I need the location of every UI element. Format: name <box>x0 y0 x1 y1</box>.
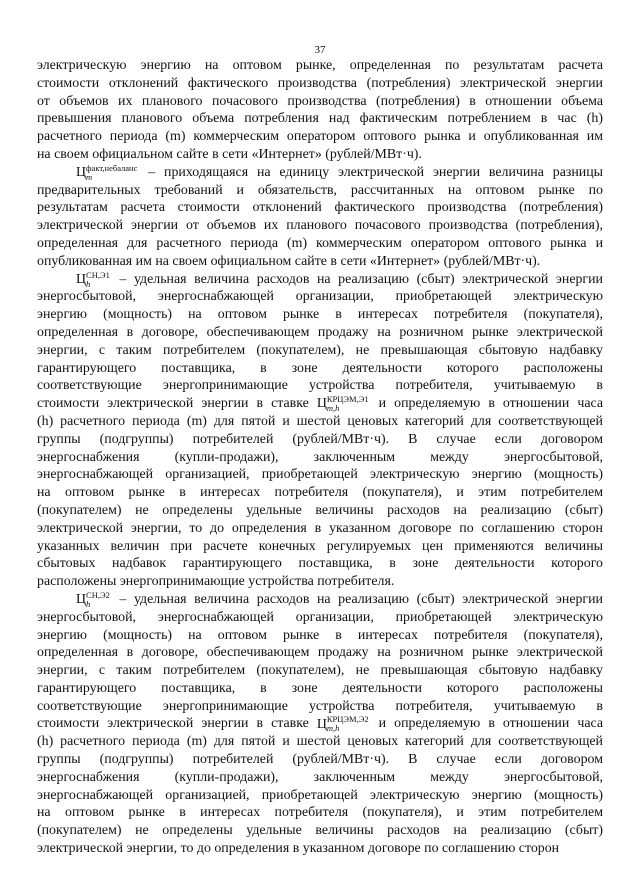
text-line: на своем официальном сайте в сети «Интернет» (рублей/МВт·ч). <box>37 146 422 162</box>
text-line: электрическую энергию на оптовом рынке, определенная по результатам расчета <box>37 58 603 73</box>
text-line: расчетного периода (m) коммерческим оператором оптового рынка и опубликованная им <box>37 129 603 145</box>
text-line: указанных величин при расчете конечных регулируемых цен применяются величины <box>37 538 603 554</box>
text-line: на оптовом рынке в интересах потребителя (покупателя), и этим потребителем <box>37 485 603 501</box>
formula-line: стоимости электрической энергии в ставке Ц КРЦЭМ,Э1 m,h и определяемую в отношении часа <box>37 395 603 413</box>
text-line: стоимости отклонений фактического производства (потребления) электрической энергии <box>37 75 603 91</box>
formula-symbol-c-krcem-e1: Ц КРЦЭМ,Э1 m,h <box>316 395 369 413</box>
definition-line: Ц СН,Э1 h – удельная величина расходов на реализацию (сбыт) электрической энергии <box>76 270 603 289</box>
definition-line: Ц факт,небаланс m – приходящаяся на единицу электрической энергии величина разницы <box>76 163 603 182</box>
text-line: от объемов их планового почасового производства (потребления) в отношении объема <box>37 93 603 109</box>
text-line: электрической энергии, то до определения в указанном договоре по соглашению сторон <box>37 520 603 536</box>
text-line: соответствующие энергопринимающие устройства потребителя, учитываемую в <box>37 378 603 394</box>
text-line: энергию (мощность) на оптовом рынке в интересах потребителя (покупателя), <box>37 627 603 643</box>
text-line: определенная в договоре, обеспечивающем продажу на розничном рынке электрической <box>37 645 603 661</box>
text-line: гарантирующего поставщика, в зоне деятельности которого расположены <box>37 680 603 696</box>
text-line: энергосбытовой, энергоснабжающей организации, приобретающей электрическую <box>37 609 603 625</box>
text-line: энергоснабжающей организацией, приобретающей электрическую энергию (мощность) <box>37 467 603 483</box>
body-text <box>37 57 603 858</box>
text-line: (покупателем) не определены удельные величины расходов на реализацию (сбыт) <box>37 502 603 518</box>
formula-symbol-c-fact: Ц факт,небаланс m <box>76 163 138 182</box>
text-line: группы (подгруппы) потребителей (рублей/МВт·ч). В случае если договором <box>37 752 603 768</box>
text-line: результатам расчета стоимости отклонений фактического производства (потребления) <box>37 200 603 216</box>
text-line: (h) расчетного периода (m) для пятой и шестой ценовых категорий для соответствующей <box>37 734 603 750</box>
text-line: опубликованная им на своем официальном сайте в сети «Интернет» (рублей/МВт·ч). <box>37 253 541 269</box>
text-line: электрической энергии, то до определения в указанном договоре по соглашению сторон <box>37 841 560 857</box>
formula-symbol-c-sn-e2: Ц СН,Э2 h <box>76 590 110 609</box>
definition-line: Ц СН,Э2 h – удельная величина расходов на реализацию (сбыт) электрической энергии <box>76 590 603 609</box>
text-line: энергоснабжающей организацией, приобретающей электрическую энергию (мощность) <box>37 787 603 803</box>
text-line: определенная для расчетного периода (m) коммерческим оператором оптового рынка и <box>37 235 603 251</box>
formula-symbol-c-krcem-e2: Ц КРЦЭМ,Э2 m,h <box>316 715 369 734</box>
text-line: энергии, с таким потребителем (покупателем), не превышающая сбытовую надбавку <box>37 342 603 358</box>
text-line: энергоснабжения (купли-продажи), заключенным между энергосбытовой, <box>37 769 603 785</box>
text-line: группы (подгруппы) потребителей (рублей/МВт·ч). В случае если договором <box>37 431 603 447</box>
text-line: определенная в договоре, обеспечивающем продажу на розничном рынке электрической <box>37 324 603 340</box>
text-line: электрической энергии от объемов их планового почасового производства (потребления), <box>37 218 603 234</box>
text-line: соответствующие энергопринимающие устройства потребителя, учитываемую в <box>37 698 603 714</box>
text-line: энергии, с таким потребителем (покупателем), не превышающая сбытовую надбавку <box>37 663 603 679</box>
formula-line: стоимости электрической энергии в ставке Ц КРЦЭМ,Э2 m,h и определяемую в отношении часа <box>37 715 603 734</box>
text-line: (покупателем) не определены удельные величины расходов на реализацию (сбыт) <box>37 823 603 839</box>
text-line: на оптовом рынке в интересах потребителя (покупателя), и этим потребителем <box>37 805 603 821</box>
page-number: 37 <box>314 44 326 56</box>
text-line: энергоснабжения (купли-продажи), заключенным между энергосбытовой, <box>37 449 603 465</box>
text-line: энергосбытовой, энергоснабжающей организации, приобретающей электрическую <box>37 289 603 305</box>
text-line: расположены энергопринимающие устройства потребителя. <box>37 574 395 590</box>
text-line: гарантирующего поставщика, в зоне деятельности которого расположены <box>37 360 603 376</box>
formula-symbol-c-sn-e1: Ц СН,Э1 h <box>76 270 110 289</box>
text-line: превышения планового объема потребления над фактическим потреблением в час (h) <box>37 111 603 127</box>
text-line: предварительных требований и обязательств, рассчитанных на оптовом рынке по <box>37 182 603 198</box>
text-line: энергию (мощность) на оптовом рынке в интересах потребителя (покупателя), <box>37 307 603 323</box>
text-line: (h) расчетного периода (m) для пятой и шестой ценовых категорий для соответствующей <box>37 413 603 429</box>
text-line: сбытовых надбавок гарантирующего поставщика, в зоне деятельности которого <box>37 556 603 572</box>
